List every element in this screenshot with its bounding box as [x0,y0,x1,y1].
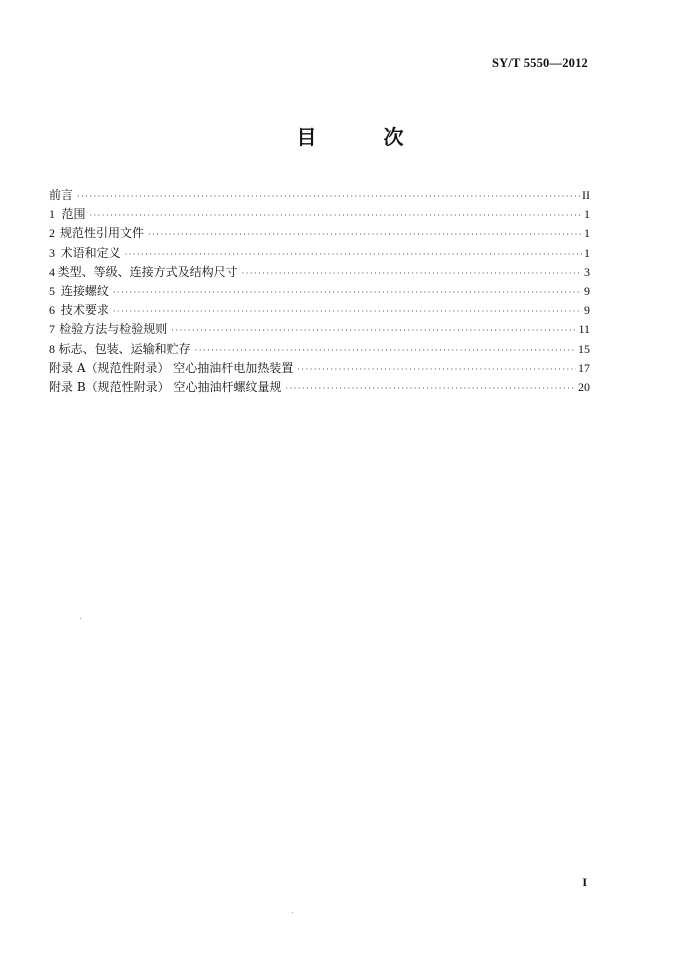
toc-entry-6[interactable] [49,301,590,320]
toc-entry-page: 3 [584,264,590,279]
table-of-contents [49,186,590,397]
toc-entry-page: 1 [584,226,590,241]
toc-leader-dots [242,264,582,283]
toc-leader-dots [195,341,576,360]
toc-entry-number: 1 [49,207,55,222]
toc-entry-page: 1 [584,207,590,222]
toc-entry-3[interactable] [49,244,590,263]
toc-entry-number: 3 [49,245,55,260]
toc-entry-number: 7 [49,322,55,337]
toc-leader-dots [148,225,582,244]
page-number: I [582,875,587,889]
scan-speck [292,912,293,913]
toc-entry-appendix-a[interactable] [49,359,590,378]
toc-entry-label: 范围 [61,207,86,222]
toc-entry-7[interactable] [49,320,590,339]
toc-entry-appendix-b[interactable] [49,378,590,397]
toc-entry-page: 15 [578,341,590,356]
toc-entry-page: 1 [584,245,590,260]
toc-entry-page: 9 [584,283,590,298]
toc-entry-page: II [582,188,590,202]
toc-leader-dots [125,245,582,264]
toc-entry-foreword[interactable] [49,186,590,205]
toc-entry-label: 标志、包装、运输和贮存 [58,341,191,356]
toc-entry-label: 连接螺纹 [60,283,109,298]
toc-entry-number: 5 [49,283,55,298]
toc-entry-number: 2 [49,226,55,241]
toc-entry-page: 17 [578,360,590,375]
toc-entry-label: 类型、等级、连接方式及结构尺寸 [57,264,238,279]
toc-entry-4[interactable] [49,263,590,282]
toc-entry-8[interactable] [49,340,590,359]
toc-entry-5[interactable] [49,282,590,301]
toc-entry-label: 检验方法与检验规则 [59,322,168,337]
toc-entry-page: 20 [578,379,590,394]
scan-speck [80,618,81,619]
toc-leader-dots [77,187,580,206]
toc-entry-label: 附录 B（规范性附录） 空心抽油杆螺纹量规 [49,379,282,394]
toc-leader-dots [297,360,576,379]
toc-leader-dots [171,321,576,340]
toc-entry-label: 附录 A（规范性附录） 空心抽油杆电加热装置 [49,360,294,375]
toc-entry-label: 前言 [49,188,74,202]
toc-leader-dots [89,206,582,225]
toc-entry-number: 8 [49,341,55,356]
toc-entry-label: 规范性引用文件 [60,226,145,241]
toc-entry-page: 9 [584,303,590,318]
toc-entry-label: 术语和定义 [60,245,121,260]
page-title: 目 次 [296,125,434,149]
toc-entry-number: 4 [49,264,55,279]
toc-leader-dots [285,379,576,398]
toc-leader-dots [113,283,582,302]
toc-entry-label: 技术要求 [60,303,109,318]
toc-entry-1[interactable] [49,205,590,224]
toc-entry-page: 11 [578,322,590,337]
toc-entry-number: 6 [49,303,55,318]
toc-entry-2[interactable] [49,224,590,243]
standard-number: SY/T 5550—2012 [492,56,588,70]
toc-leader-dots [113,302,582,321]
